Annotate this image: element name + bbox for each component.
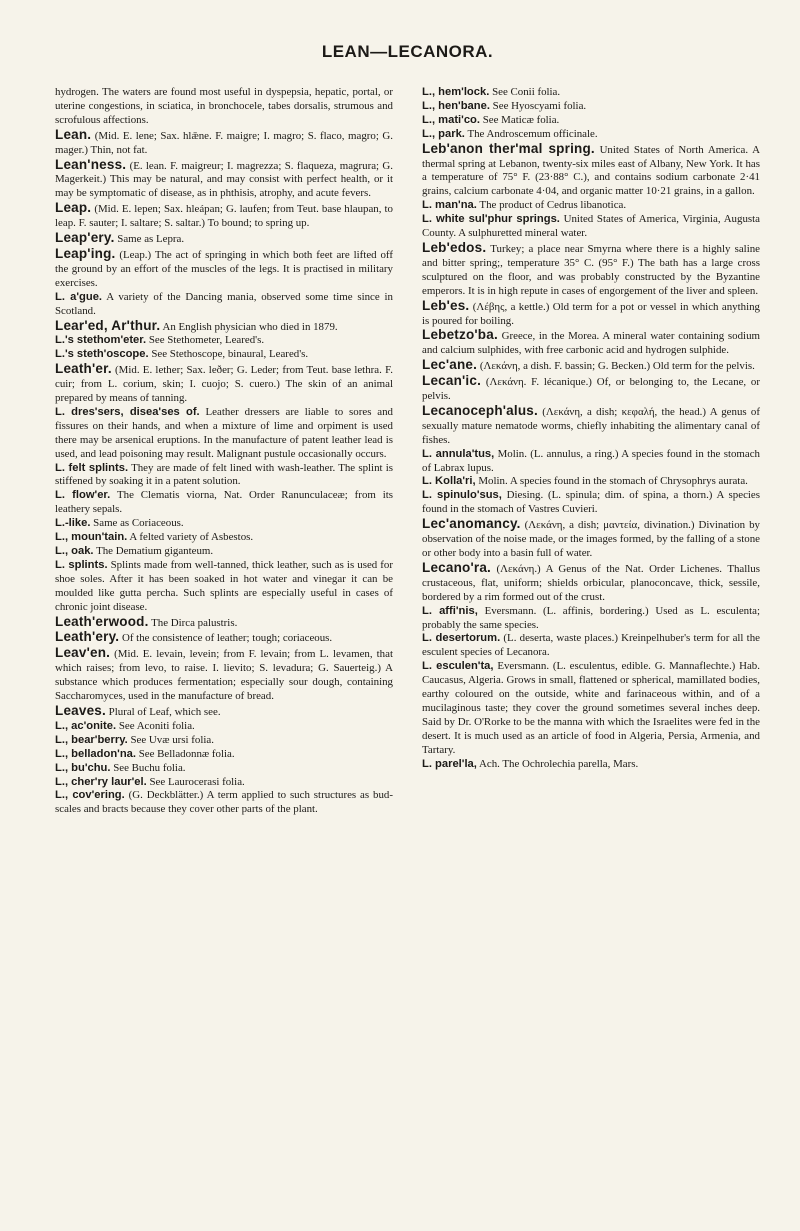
entry-headword: L. dres'sers, disea'ses of. xyxy=(55,405,200,418)
entry-definition: (Mid. E. lene; Sax. hlǣne. F. maigre; I. magro; S. flaco, magro; G. mager.) Thin, not fat. xyxy=(55,129,393,156)
dictionary-entry xyxy=(55,362,393,406)
sub-entry xyxy=(422,199,760,213)
entry-headword: L. parel'la, xyxy=(422,757,477,770)
entry-headword: L., bear'berry. xyxy=(55,733,128,746)
columns xyxy=(55,86,760,817)
dictionary-entry xyxy=(422,328,760,358)
entry-definition: See Buchu folia. xyxy=(113,761,186,774)
entry-headword: L. affi'nis, xyxy=(422,604,478,617)
entry-definition: See Stethometer, Leared's. xyxy=(148,334,265,347)
entry-headword: L. Kolla'ri, xyxy=(422,475,476,488)
entry-headword: Leath'erwood. xyxy=(55,613,149,629)
entry-headword: Lecan'ic. xyxy=(422,373,482,389)
sub-entry xyxy=(55,291,393,319)
entry-headword: L. annula'tus, xyxy=(422,447,495,460)
entry-headword: Leav'en. xyxy=(55,645,111,661)
entry-definition: An English physician who died in 1879. xyxy=(162,320,338,333)
entry-headword: Leb'anon ther'mal spring. xyxy=(422,140,595,156)
entry-definition: See Laurocerasi folia. xyxy=(149,775,245,788)
entry-definition: Same as Coriaceous. xyxy=(93,517,184,530)
entry-headword: Leap'ery. xyxy=(55,230,115,246)
entry-definition: The Dirca palustris. xyxy=(151,616,238,629)
entry-headword: Lecano'ra. xyxy=(422,559,491,575)
entry-headword: L. spinulo'sus, xyxy=(422,489,502,502)
right-column xyxy=(422,86,760,817)
entry-definition: Diesing. (L. spinula; dim. of spina, a thorn.) A species found in the stomach of Vastres Cuvieri. xyxy=(422,489,760,516)
dictionary-entry xyxy=(422,374,760,404)
entry-definition: Leather dressers are liable to sores and fissures on their hands, and when a mixture of lime and orpiment is used there may be arsenical eruptions. In the manufacture of patent leather lead is used, and lead poisoning may result. Malignant pustule occasionally occurs. xyxy=(55,405,394,460)
entry-definition: (Λεκάνη, a dish; κεφαλή, the head.) A genus of sexually mature nematode worms, chiefly inhabiting the alimentary canal of fishes. xyxy=(422,405,760,446)
dictionary-entry xyxy=(55,704,393,720)
entry-definition: (Λεκάνη, a dish; μαντεία, divination.) Divination by observation of the noise made, or the images formed, by the falling of a stone or other body into a basin full of water. xyxy=(422,519,760,559)
entry-definition: (Λεκάνη.) A Genus of the Nat. Order Lichenes. Thallus crustaceous, flat, uniform; shields orbicular, planoconcave, thick, sessile, bordered by a rim formed out of the crust. xyxy=(422,562,760,603)
entry-definition: Eversmann. (L. affinis, bordering.) Used as L. esculenta; probably the same species. xyxy=(422,604,761,631)
entry-definition: See Conii folia. xyxy=(492,86,561,98)
dictionary-entry xyxy=(422,517,760,561)
sub-entry xyxy=(422,128,760,142)
entry-headword: L., cov'ering. xyxy=(55,789,125,802)
entry-definition: (Mid. E. levain, levein; from F. levain; from L. levamen, that which raises; from levo, to raise. I. lievito; S. levadura; G. Sauerteig.) A substance which produces fermentation; especially sour dough, containing Saccharomyces, used in the manufacture of bread. xyxy=(55,648,393,703)
sub-entry xyxy=(55,748,393,762)
entry-headword: L., hem'lock. xyxy=(422,86,490,98)
sub-entry xyxy=(55,406,393,462)
sub-entry xyxy=(55,334,393,348)
entry-headword: Leaves. xyxy=(55,702,106,718)
left-column xyxy=(55,86,393,817)
entry-definition: Greece, in the Morea. A mineral water containing sodium and calcium sulphides, with free carbonic acid and hydrogen sulphide. xyxy=(422,330,760,357)
entry-headword: Lecanoceph'alus. xyxy=(422,402,538,418)
entry-definition: See Maticæ folia. xyxy=(482,113,560,126)
entry-definition: Of the consistence of leather; tough; coriaceous. xyxy=(121,632,333,645)
entry-headword: L. esculen'ta, xyxy=(422,660,494,673)
sub-entry xyxy=(55,462,393,490)
sub-entry xyxy=(55,776,393,790)
entry-headword: L., cher'ry laur'el. xyxy=(55,775,147,788)
entry-headword: L., oak. xyxy=(55,545,94,557)
sub-entry xyxy=(422,632,760,660)
entry-headword: Lec'ane. xyxy=(422,357,478,373)
entry-definition: See Aconiti folia. xyxy=(118,719,195,732)
dictionary-entry xyxy=(55,646,393,704)
dictionary-entry xyxy=(55,615,393,631)
entry-definition: See Stethoscope, binaural, Leared's. xyxy=(151,348,309,361)
sub-entry xyxy=(55,348,393,362)
entry-headword: Leb'edos. xyxy=(422,239,487,255)
sub-entry xyxy=(55,734,393,748)
entry-definition: The product of Cedrus libanotica. xyxy=(479,199,627,212)
entry-definition: (E. lean. F. maigreur; I. magrezza; S. flaqueza, magrura; G. Magerkeit.) This may be natural, and may consist with perfect health, or it may be symptomatic of disease, as in phthisis, atrophy, and acute fevers. xyxy=(55,159,393,200)
entry-definition: A felted variety of Asbestos. xyxy=(129,531,254,544)
entry-headword: Lear'ed, Ar'thur. xyxy=(55,317,161,333)
entry-definition: (L. deserta, waste places.) Kreinpelhuber's term for all the esculent species of Lecanora. xyxy=(422,632,760,659)
entry-headword: L.-like. xyxy=(55,517,91,530)
sub-entry xyxy=(422,213,760,241)
entry-headword: Leath'er. xyxy=(55,361,112,377)
entry-definition: (Λεκάνη. F. lécanique.) Of, or belonging to, the Lecane, or pelvis. xyxy=(422,376,760,403)
entry-headword: Leath'ery. xyxy=(55,629,120,645)
entry-definition: (Mid. E. lepen; Sax. hleápan; G. laufen; from Teut. base hlaupan, to leap. F. sauter; I. saltare; S. saltar.) To bound; to spring up. xyxy=(55,203,393,230)
sub-entry xyxy=(422,86,760,100)
entry-headword: Lec'anomancy. xyxy=(422,516,521,532)
entry-headword: L. felt splints. xyxy=(55,461,129,474)
entry-definition: Molin. A species found in the stomach of Chrysophrys aurata. xyxy=(478,475,748,488)
entry-headword: L., bu'chu. xyxy=(55,761,111,774)
entry-headword: L., park. xyxy=(422,127,465,140)
entry-headword: Lebetzo'ba. xyxy=(422,327,498,343)
entry-definition: See Uvæ ursi folia. xyxy=(130,733,214,746)
dictionary-entry xyxy=(55,247,393,291)
entry-definition: (Mid. E. lether; Sax. leðer; G. Leder; from Teut. base lethra. F. cuir; from L. corium, skin; I. cuojo; S. cuero.) The skin of an animal prepared by means of tanning. xyxy=(55,364,393,405)
entry-definition: United States of North America. A thermal spring at Lebanon, twenty-six miles east of Albany, New York. It has a temperature of 75° F. (23·88° C.), and contains sodium carbonate 2·41 grains, calcium carbonate 4·04, and organic matter 10·21 grains, in a gallon. xyxy=(422,143,760,198)
entry-definition: Same as Lepra. xyxy=(117,233,185,246)
dictionary-entry xyxy=(422,358,760,374)
dictionary-entry xyxy=(55,319,393,335)
dictionary-entry xyxy=(422,241,760,299)
entry-definition: United States of America, Virginia, Augusta County. A sulphuretted mineral water. xyxy=(422,213,760,240)
sub-entry xyxy=(55,789,393,817)
entry-headword: L. a'gue. xyxy=(55,290,103,303)
dictionary-entry xyxy=(422,561,760,605)
entry-headword: L., mati'co. xyxy=(422,113,480,126)
entry-definition: (Λέβης, a kettle.) Old term for a pot or vessel in which anything is poured for boiling. xyxy=(422,300,760,327)
entry-headword: L., hen'bane. xyxy=(422,99,490,112)
entry-definition: (Leap.) The act of springing in which both feet are lifted off the ground by an effort of the muscles of the legs. It is practised in military exercises. xyxy=(55,248,393,289)
sub-entry xyxy=(422,100,760,114)
entry-definition: See Belladonnæ folia. xyxy=(138,747,235,760)
entry-headword: L.'s steth'oscope. xyxy=(55,348,149,361)
entry-definition: hydrogen. The waters are found most useful in dyspepsia, hepatic, portal, or uterine congestions, in sciatica, in bronchocele, tabes dorsalis, strumous and scrofulous affections. xyxy=(55,86,393,126)
sub-entry xyxy=(55,762,393,776)
entry-definition: Splints made from well-tanned, thick leather, such as is used for shoe soles. After it has been soaked in hot water and vinegar it can be moulded like gutta percha. Such splints are especially useful in cases of chronic joint disease. xyxy=(55,558,393,613)
entry-definition: Turkey; a place near Smyrna where there is a highly saline and bitter spring;, temperature 35° C. (95° F.) The bath has a large cross sculptured on the floor, and was probably constructed by the Byzantine emperors. It is in high repute in cases of engorgement of the liver and spleen. xyxy=(422,242,760,297)
entry-headword: L., moun'tain. xyxy=(55,531,128,544)
sub-entry xyxy=(422,448,760,476)
sub-entry xyxy=(55,559,393,615)
sub-entry xyxy=(422,114,760,128)
sub-entry xyxy=(422,660,760,757)
sub-entry xyxy=(422,758,760,772)
entry-headword: L. splints. xyxy=(55,558,108,571)
sub-entry xyxy=(55,720,393,734)
entry-headword: Leap'ing. xyxy=(55,245,116,261)
entry-headword: L. white sul'phur springs. xyxy=(422,213,560,226)
dictionary-entry xyxy=(422,142,760,200)
sub-entry xyxy=(55,531,393,545)
entry-headword: L.'s stethom'eter. xyxy=(55,334,147,347)
dictionary-entry xyxy=(55,128,393,158)
entry-headword: L. desertorum. xyxy=(422,632,501,645)
entry-headword: L., ac'onite. xyxy=(55,719,117,732)
entry-continuation xyxy=(55,86,393,128)
sub-entry xyxy=(55,489,393,517)
dictionary-entry xyxy=(422,299,760,329)
entry-definition: Eversmann. (L. esculentus, edible. G. Mannaflechte.) Hab. Caucasus, Algeria. Grows in small, flattened or spherical, mamillated bodies, earthy coloured on the outside, white and farinaceous within, and of a mucilaginous taste; they cover the ground sometimes several inches deep. Said by Dr. O'Rorke to be the manna with which the Israelites were fed in the desert. It is much used as an article of food in Algeria, Persia, Armenia, and Tartary. xyxy=(422,660,760,756)
dictionary-entry xyxy=(422,404,760,448)
entry-definition: See Hyoscyami folia. xyxy=(492,99,587,112)
entry-definition: A variety of the Dancing mania, observed some time since in Scotland. xyxy=(55,290,393,317)
entry-headword: L., belladon'na. xyxy=(55,747,136,760)
dictionary-entry xyxy=(55,158,393,202)
entry-definition: (Λεκάνη, a dish. F. bassin; G. Becken.) Old term for the pelvis. xyxy=(479,360,755,373)
sub-entry xyxy=(422,475,760,489)
entry-definition: The Dematium giganteum. xyxy=(96,545,214,557)
entry-definition: Molin. (L. annulus, a ring.) A species found in the stomach of Labrax lupus. xyxy=(422,447,760,474)
entry-headword: L. flow'er. xyxy=(55,489,111,502)
sub-entry xyxy=(422,605,760,633)
entry-definition: Plural of Leaf, which see. xyxy=(108,705,221,718)
sub-entry xyxy=(55,517,393,531)
entry-definition: (G. Deckblätter.) A term applied to such structures as bud-scales and bracts because they cover other parts of the plant. xyxy=(55,789,393,816)
entry-headword: Lean. xyxy=(55,126,92,142)
entry-headword: Lean'ness. xyxy=(55,156,127,172)
sub-entry xyxy=(55,545,393,559)
entry-headword: L. man'na. xyxy=(422,199,477,212)
entry-headword: Leap. xyxy=(55,200,92,216)
entry-headword: Leb'es. xyxy=(422,297,470,313)
entry-definition: The Androscemum officinale. xyxy=(467,127,598,140)
dictionary-entry xyxy=(55,201,393,231)
entry-definition: Ach. The Ochrolechia parella, Mars. xyxy=(479,757,639,770)
dictionary-entry xyxy=(55,630,393,646)
running-head: LEAN—LECANORA. xyxy=(321,42,494,61)
entry-definition: They are made of felt lined with wash-leather. The splint is stiffened by soaking it in a patent solution. xyxy=(55,461,394,488)
entry-definition: The Clematis viorna, Nat. Order Ranunculaceæ; from its leathery sepals. xyxy=(55,489,394,516)
dictionary-entry xyxy=(55,231,393,247)
sub-entry xyxy=(422,489,760,517)
